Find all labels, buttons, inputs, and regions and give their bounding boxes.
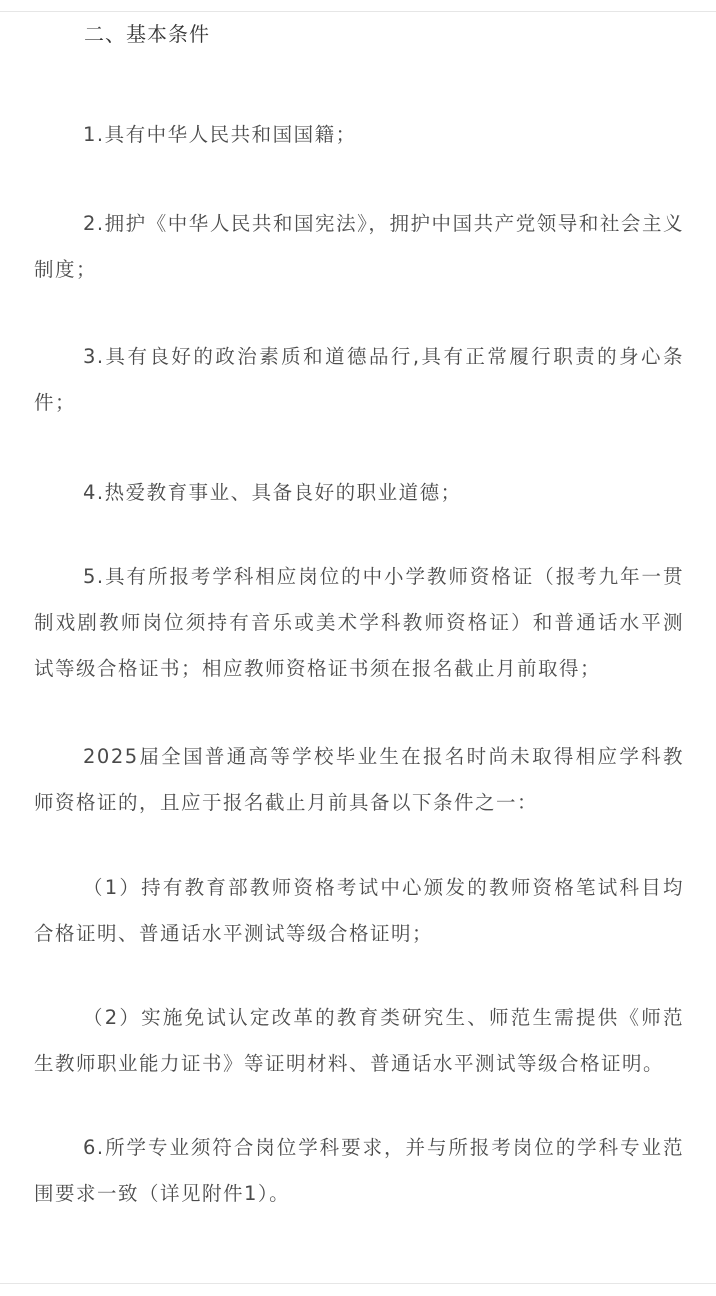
condition-1: 1.具有中华人民共和国国籍； [83, 123, 357, 146]
graduate-note: 2025届全国普通高等学校毕业生在报名时尚未取得相应学科教师资格证的，且应于报名截止月前具备以下条件之一： [34, 745, 684, 814]
graduate-option-2: （2）实施免试认定改革的教育类研究生、师范生需提供《师范生教师职业能力证书》等证明材料、普通话水平测试等级合格证明。 [34, 1006, 684, 1075]
bottom-divider [0, 1283, 716, 1284]
top-divider [0, 11, 716, 12]
section-heading: 二、基本条件 [84, 22, 210, 46]
condition-2: 2.拥护《中华人民共和国宪法》，拥护中国共产党领导和社会主义制度； [34, 212, 684, 281]
condition-5: 5.具有所报考学科相应岗位的中小学教师资格证（报考九年一贯制戏剧教师岗位须持有音乐或美术学科教师资格证）和普通话水平测试等级合格证书；相应教师资格证书须在报名截止月前取得； [34, 565, 684, 680]
condition-6: 6.所学专业须符合岗位学科要求，并与所报考岗位的学科专业范围要求一致（详见附件1）。 [34, 1136, 684, 1205]
condition-3: 3.具有良好的政治素质和道德品行,具有正常履行职责的身心条件； [34, 345, 684, 414]
article-body [34, 14, 684, 1217]
graduate-option-1: （1）持有教育部教师资格考试中心颁发的教师资格笔试科目均合格证明、普通话水平测试等级合格证明； [34, 876, 684, 945]
condition-4: 4.热爱教育事业、具备良好的职业道德； [83, 481, 462, 504]
